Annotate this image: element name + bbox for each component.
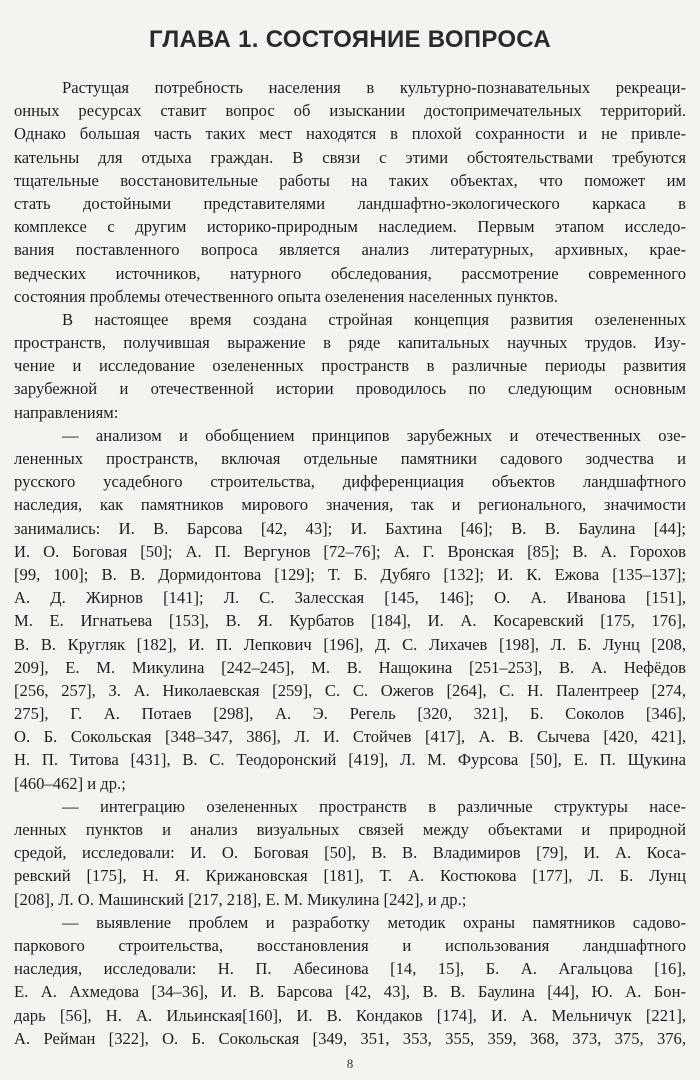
text-line: [99, 100]; В. В. Дормидонтова [129]; Т. Б. Дубяго [132]; И. К. Ежова [135–137]; [14,564,686,584]
text-line: состояния проблемы отечественного опыта озеленения населенных пунктов. [14,286,558,306]
text-line: ленных пунктов и анализ визуальных связей между объектами и природной [14,820,686,839]
text-line: 209], Е. М. Микулина [242–245], М. В. Нащокина [251–253], В. А. Нефёдов [14,657,686,677]
text-line: паркового строительства, восстановления и использования ландшафтного [14,935,686,955]
page-number: 8 [346,1056,354,1071]
text-line: тщательные восстановительные работы на таких объектах, что поможет им [14,170,686,190]
text-line: А. Д. Жирнов [141]; Л. С. Залесская [145, 146]; О. А. Иванова [151], [14,588,686,608]
text-line: [460–462] и др.; [14,773,126,793]
text-line: 275], Г. А. Потаев [298], А. Э. Регель [320, 321], Б. Соколов [346], [14,704,686,724]
text-line: зарубежной и отечественной истории проводилось по следующим основным [14,379,686,399]
text-line: онных ресурсах ставит вопрос об изыскании достопримечательных территорий. [14,101,686,121]
text-line: наследия, как памятников мирового значения, так и регионального, значимости [14,495,686,515]
body-text [14,76,686,1050]
text-line: Е. А. Ахмедова [34–36], И. В. Барсова [42, 43], В. В. Баулина [44], Ю. А. Бон- [14,982,686,1002]
text-line: средой, исследовали: И. О. Боговая [50], В. В. Владимиров [79], И. А. Коса- [14,843,686,863]
text-line: ревский [175], Н. Я. Крижановская [181], Т. А. Костюкова [177], Л. Б. Лунц [14,866,686,886]
text-line: [208], Л. О. Машинский [217, 218], Е. М. Микулина [242], и др.; [14,889,467,909]
text-line: Растущая потребность населения в культурно-познавательных рекреаци- [62,78,686,97]
text-line: О. Б. Сокольская [348–347, 386], Л. И. Стойчев [417], А. В. Сычева [420, 421], [14,727,686,747]
text-line: направлениям: [14,402,119,422]
text-line: — выявление проблем и разработку методик охраны памятников садово- [62,912,686,932]
text-line: комплексе с другим историко-природным наследием. Первым этапом исследо- [14,217,686,237]
text-line: М. Е. Игнатьева [153], В. Я. Курбатов [184], И. А. Косаревский [175, 176], [14,611,686,631]
text-line: Н. П. Титова [431], В. С. Теодоронский [419], Л. М. Фурсова [50], Е. П. Щукина [14,750,686,770]
text-line: кательны для отдыха граждан. В связи с этими обстоятельствами требуются [14,147,686,167]
text-line: В. В. Кругляк [182], И. П. Лепкович [196], Д. С. Лихачев [198], Л. Б. Лунц [208, [14,634,686,654]
text-line: стать достойными представителями ландшафтно-экологического каркаса в [14,193,686,213]
text-line: А. Рейман [322], О. Б. Сокольская [349, 351, 353, 355, 359, 368, 373, 375, 376, [14,1028,686,1048]
text-line: наследия, исследовали: Н. П. Абесинова [14, 15], Б. А. Агальцова [16], [14,959,686,979]
text-line: дарь [56], Н. А. Ильинская[160], И. В. Кондаков [174], И. А. Мельничук [221], [14,1005,686,1025]
text-line: [256, 257], З. А. Николаевская [259], С. С. Ожегов [264], С. Н. Палентреер [274, [14,680,686,700]
text-line: пространств, получившая выражение в ряде капитальных научных трудов. Изу- [14,333,686,353]
text-line: — анализом и обобщением принципов зарубежных и отечественных озе- [62,425,686,445]
text-line: И. О. Боговая [50]; А. П. Вергунов [72–76]; А. Г. Вронская [85]; В. А. Горохов [14,541,686,561]
text-line: лененных пространств, включая отдельные памятники садового зодчества и [14,449,686,468]
text-line: занимались: И. В. Барсова [42, 43]; И. Бахтина [46]; В. В. Баулина [44]; [14,518,686,538]
text-line: В настоящее время создана стройная концепция развития озелененных [62,309,686,329]
text-line: вания поставленного вопроса является анализ литературных, архивных, крае- [14,240,686,260]
text-line: чение и исследование озелененных пространств в различные периоды развития [14,356,686,376]
chapter-title: ГЛАВА 1. СОСТОЯНИЕ ВОПРОСА [149,26,551,53]
text-line: ведческих источников, натурного обследования, рассмотрение современного [14,263,686,283]
text-line: русского усадебного строительства, дифференциация объектов ландшафтного [14,472,686,492]
text-line: Однако большая часть таких мест находятся в плохой сохранности и не привле- [14,124,686,144]
text-line: — интеграцию озелененных пространств в различные структуры насе- [62,796,686,816]
